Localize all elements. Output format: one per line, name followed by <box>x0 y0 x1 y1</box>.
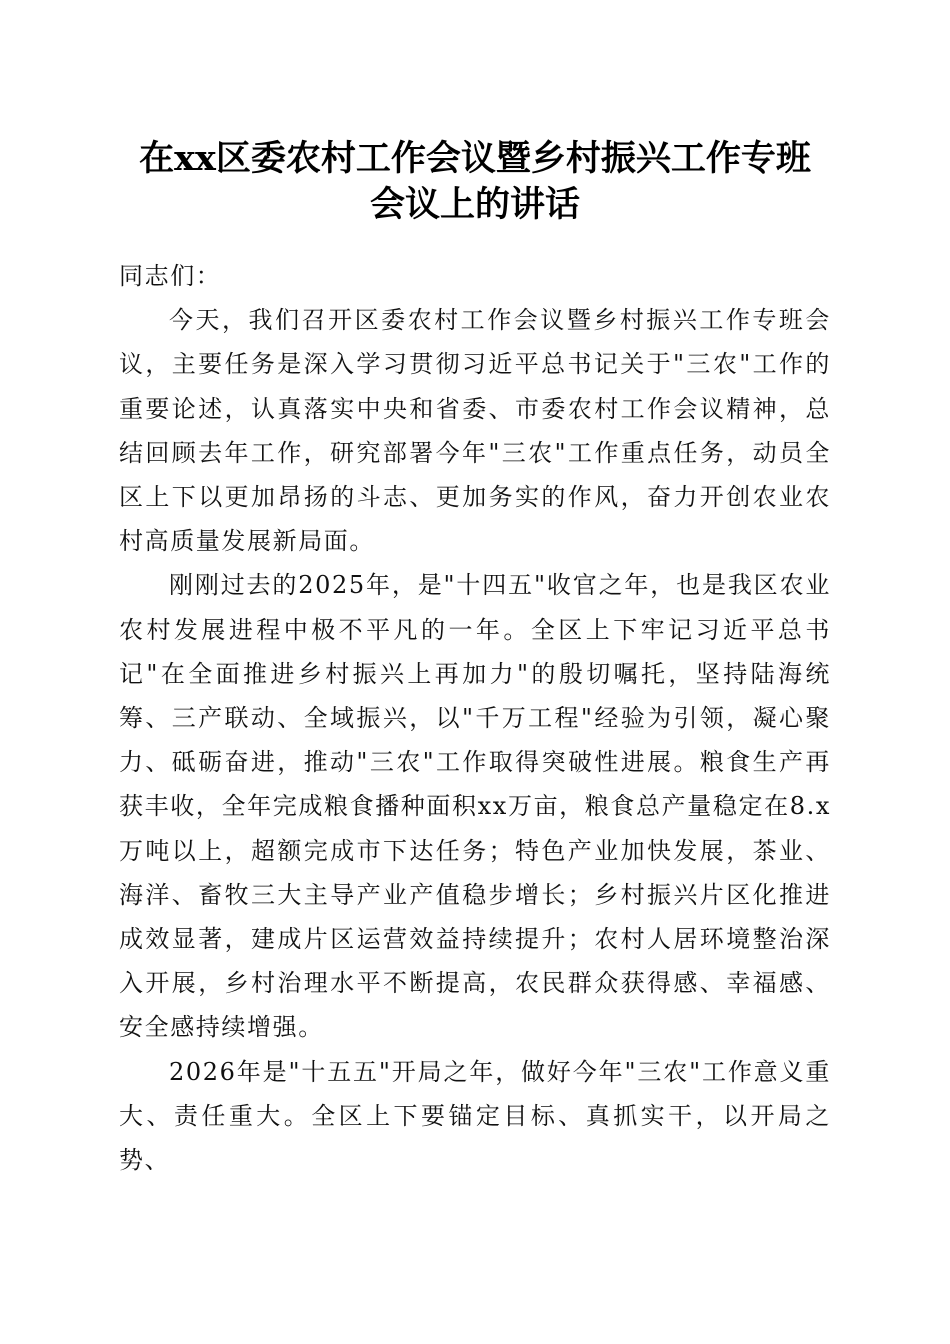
page-title <box>100 136 850 228</box>
paragraph-intro: 今天，我们召开区委农村工作会议暨乡村振兴工作专班会议，主要任务是深入学习贯彻习近平总书记关于"三农"工作的重要论述，认真落实中央和省委、市委农村工作会议精神，总结回顾去年工作，研究部署今年"三农"工作重点任务，动员全区上下以更加昂扬的斗志、更加务实的作风，奋力开创农业农村高质量发展新局面。 <box>119 306 831 556</box>
paragraph-outlook: 2026年是"十五五"开局之年，做好今年"三农"工作意义重大、责任重大。全区上下要锚定目标、真抓实干，以开局之势、 <box>119 1057 831 1175</box>
speech-body <box>119 254 831 1182</box>
salutation: 同志们： <box>119 262 222 290</box>
title-line-1: 在xx区委农村工作会议暨乡村振兴工作专班 <box>139 138 811 179</box>
title-line-2: 会议上的讲话 <box>369 184 580 225</box>
paragraph-review: 刚刚过去的2025年，是"十四五"收官之年，也是我区农业农村发展进程中极不平凡的一年。全区上下牢记习近平总书记"在全面推进乡村振兴上再加力"的殷切嘱托，坚持陆海统筹、三产联动、全域振兴，以"千万工程"经验为引领，凝心聚力、砥砺奋进，推动"三农"工作取得突破性进展。粮食生产再获丰收，全年完成粮食播种面积xx万亩，粮食总产量稳定在8.x万吨以上，超额完成市下达任务；特色产业加快发展，茶业、海洋、畜牧三大主导产业产值稳步增长；乡村振兴片区化推进成效显著，建成片区运营效益持续提升；农村人居环境整治深入开展，乡村治理水平不断提高，农民群众获得感、幸福感、安全感持续增强。 <box>119 571 831 1042</box>
